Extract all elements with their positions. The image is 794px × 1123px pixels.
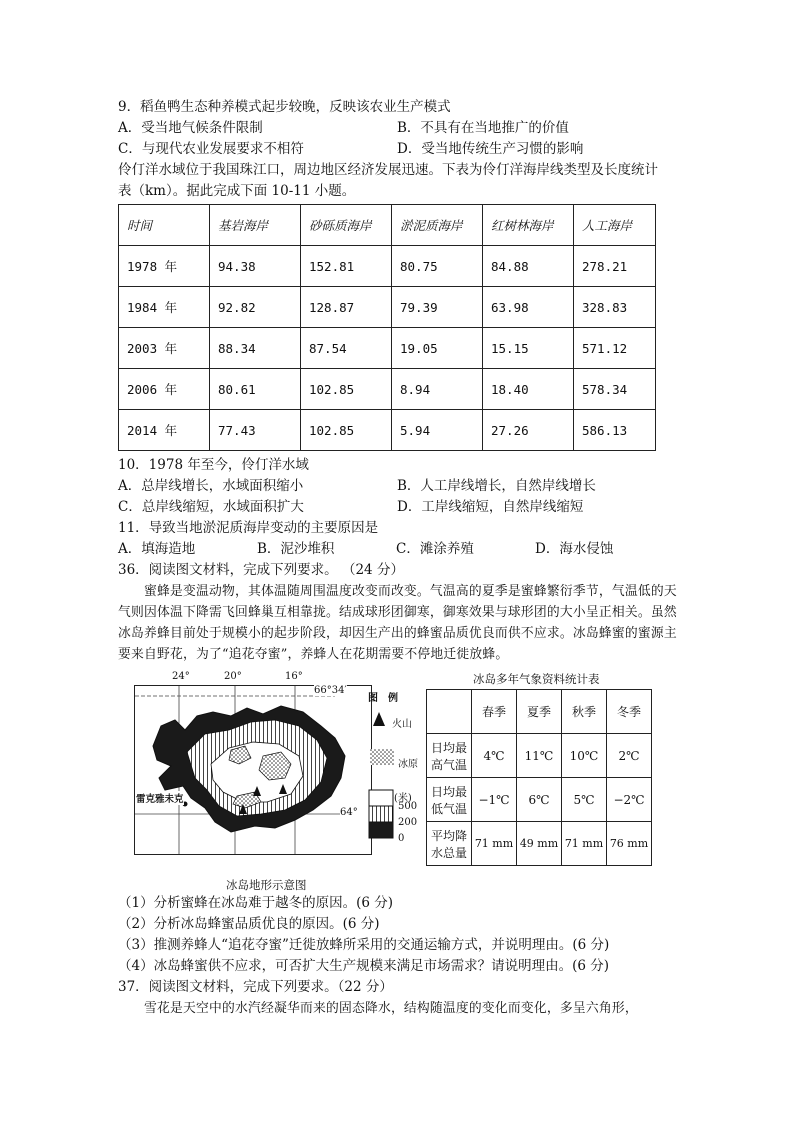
table-cell: 84.88 xyxy=(483,246,574,287)
map-legend xyxy=(368,689,422,855)
ice-field-icon xyxy=(370,749,394,765)
table-cell: 80.75 xyxy=(392,246,483,287)
table-cell xyxy=(427,690,472,734)
table-cell: 5.94 xyxy=(392,410,483,451)
table-cell: 49 mm xyxy=(517,822,562,866)
table-cell: −1℃ xyxy=(472,778,517,822)
map-lon-label: 20° xyxy=(224,671,242,682)
table-cell: 102.85 xyxy=(301,410,392,451)
q10-option-c: C．总岸线缩短，水域面积扩大 xyxy=(118,499,304,515)
table-cell: 63.98 xyxy=(483,287,574,328)
q9-option-b: B．不具有在当地推广的价值 xyxy=(397,120,569,136)
table-cell: 76 mm xyxy=(607,822,652,866)
q37-material: 雪花是天空中的水汽经凝华而来的固态降水，结构随温度的变化而变化，多呈六角形， xyxy=(144,1001,638,1016)
legend-h200: 200 xyxy=(398,817,418,828)
q10-options-row2 xyxy=(118,497,678,518)
table-cell: 1978 年 xyxy=(119,246,210,287)
table-cell: 77.43 xyxy=(210,410,301,451)
q36-sub3: （3）推测养蜂人“追花夺蜜”迁徙放蜂所采用的交通运输方式，并说明理由。(6 分) xyxy=(118,937,610,953)
map-lon-label: 24° xyxy=(172,671,190,682)
table-cell: 18.40 xyxy=(483,369,574,410)
table-cell: 578.34 xyxy=(574,369,656,410)
header-cell: 淤泥质海岸 xyxy=(392,205,483,246)
table-cell: 8.94 xyxy=(392,369,483,410)
table-cell: 2006 年 xyxy=(119,369,210,410)
table-cell xyxy=(427,734,472,778)
table-cell: 19.05 xyxy=(392,328,483,369)
q36-figures xyxy=(118,671,678,893)
map-lat-label: 64° xyxy=(340,807,358,818)
q9-options-row2 xyxy=(118,139,678,160)
header-cell: 砂砾质海岸 xyxy=(301,205,392,246)
table-row xyxy=(119,328,656,369)
legend-title: 图 例 xyxy=(368,693,398,704)
table-cell: 571.12 xyxy=(574,328,656,369)
q10-option-a: A．总岸线增长，水域面积缩小 xyxy=(118,478,304,494)
table-cell: 71 mm xyxy=(562,822,607,866)
row-label: 日均最 xyxy=(430,740,467,755)
q10-option-d: D．工岸线缩短，自然岸线缩短 xyxy=(397,499,584,515)
table-cell: 27.26 xyxy=(483,410,574,451)
legend-ice-label: 冰原 xyxy=(398,759,418,770)
row-label: 低气温 xyxy=(430,801,467,816)
row-label: 平均降 xyxy=(430,828,467,843)
header-cell: 时间 xyxy=(119,205,210,246)
row-label: 水总量 xyxy=(430,845,467,860)
q9-option-a: A．受当地气候条件限制 xyxy=(118,120,263,136)
table-cell: 1984 年 xyxy=(119,287,210,328)
table-row xyxy=(427,690,652,734)
table-cell: 11℃ xyxy=(517,734,562,778)
table-row xyxy=(119,410,656,451)
iceland-map xyxy=(134,685,372,855)
table-cell: 80.61 xyxy=(210,369,301,410)
map-lon-label: 16° xyxy=(285,671,303,682)
climate-table-title: 冰岛多年气象资料统计表 xyxy=(473,672,600,686)
elevation-scale xyxy=(368,789,394,839)
table-cell: 128.87 xyxy=(301,287,392,328)
q10-stem: 10．1978 年至今，伶仃洋水域 xyxy=(118,457,309,473)
table-cell: 102.85 xyxy=(301,369,392,410)
table-row xyxy=(119,246,656,287)
q36-sub1: （1）分析蜜蜂在冰岛难于越冬的原因。(6 分) xyxy=(118,895,394,911)
q36-sub4: （4）冰岛蜂蜜供不应求，可否扩大生产规模来满足市场需求？请说明理由。(6 分) xyxy=(118,958,610,974)
q10-option-b: B．人工岸线增长，自然岸线增长 xyxy=(397,478,596,494)
table-cell: 4℃ xyxy=(472,734,517,778)
volcano-icon xyxy=(372,711,386,727)
table-cell: 5℃ xyxy=(562,778,607,822)
header-cell: 人工海岸 xyxy=(574,205,656,246)
legend-unit: (米) xyxy=(394,793,412,804)
lead-10-11-line2: 表（km）。据此完成下面 10-11 小题。 xyxy=(118,183,356,199)
table-row xyxy=(119,369,656,410)
q37-stem: 37．阅读图文材料，完成下列要求。（22 分） xyxy=(118,979,393,995)
legend-h500: 500 xyxy=(398,801,418,812)
q36-stem: 36．阅读图文材料，完成下列要求。 （24 分） xyxy=(118,562,404,578)
table-cell: 春季 xyxy=(472,690,517,734)
table-cell: 278.21 xyxy=(574,246,656,287)
table-row xyxy=(119,287,656,328)
table-row xyxy=(427,778,652,822)
coastline-table xyxy=(118,204,656,451)
exam-page xyxy=(118,97,678,1019)
q9-option-c: C．与现代农业发展要求不相符 xyxy=(118,141,304,157)
q11-options xyxy=(118,539,678,560)
table-cell: −2℃ xyxy=(607,778,652,822)
legend-h0: 0 xyxy=(398,833,405,844)
iceland-map-drawing xyxy=(135,686,371,854)
row-label: 日均最 xyxy=(430,784,467,799)
table-cell: 92.82 xyxy=(210,287,301,328)
table-cell: 152.81 xyxy=(301,246,392,287)
q11-option-a: A．填海造地 xyxy=(118,541,196,557)
table-row xyxy=(427,734,652,778)
table-cell: 88.34 xyxy=(210,328,301,369)
map-lat-label: 66°34′ xyxy=(314,685,347,696)
table-cell: 328.83 xyxy=(574,287,656,328)
q9-option-d: D．受当地传统生产习惯的影响 xyxy=(397,141,584,157)
q36-sub2: （2）分析冰岛蜂蜜品质优良的原因。(6 分) xyxy=(118,916,380,932)
climate-table xyxy=(426,689,652,866)
coastline-table-header xyxy=(119,205,656,246)
q9-stem: 9．稻鱼鸭生态种养模式起步较晚，反映该农业生产模式 xyxy=(118,99,451,115)
header-cell: 基岩海岸 xyxy=(210,205,301,246)
table-cell: 87.54 xyxy=(301,328,392,369)
q36-material: 蜜蜂是变温动物，其体温随周围温度改变而改变。气温高的夏季是蜜蜂繁衍季节，气温低的天气则因体温下降需飞回蜂巢互相靠拢。结成球形团御寒，御寒效果与球形团的大小呈正相关。虽然冰岛养蜂目前处于规模小的起步阶段，却因生产出的蜂蜜品质优良而供不应求。冰岛蜂蜜的蜜源主要来自野花，为了“追花夺蜜”，养蜂人在花期需要不停地迁徙放蜂。 xyxy=(118,584,677,662)
header-cell: 红树林海岸 xyxy=(483,205,574,246)
q11-option-d: D．海水侵蚀 xyxy=(535,541,614,557)
table-row xyxy=(427,822,652,866)
table-cell: 夏季 xyxy=(517,690,562,734)
table-cell: 2014 年 xyxy=(119,410,210,451)
table-cell: 10℃ xyxy=(562,734,607,778)
table-cell xyxy=(427,778,472,822)
legend-volcano-label: 火山 xyxy=(392,719,412,730)
table-cell: 79.39 xyxy=(392,287,483,328)
table-cell: 冬季 xyxy=(607,690,652,734)
q10-options-row1 xyxy=(118,476,678,497)
table-cell: 秋季 xyxy=(562,690,607,734)
table-cell: 2003 年 xyxy=(119,328,210,369)
q11-option-b: B．泥沙堆积 xyxy=(257,541,335,557)
table-cell: 94.38 xyxy=(210,246,301,287)
table-cell: 71 mm xyxy=(472,822,517,866)
map-city-label: 雷克雅未克 xyxy=(136,791,184,805)
q11-stem: 11．导致当地淤泥质海岸变动的主要原因是 xyxy=(118,520,379,536)
table-cell: 2℃ xyxy=(607,734,652,778)
table-cell xyxy=(427,822,472,866)
table-cell: 586.13 xyxy=(574,410,656,451)
q9-options-row1 xyxy=(118,118,678,139)
row-label: 高气温 xyxy=(430,757,467,772)
table-cell: 6℃ xyxy=(517,778,562,822)
table-cell: 15.15 xyxy=(483,328,574,369)
map-title: 冰岛地形示意图 xyxy=(226,878,307,892)
q11-option-c: C．滩涂养殖 xyxy=(396,541,474,557)
lead-10-11-line1: 伶仃洋水域位于我国珠江口，周边地区经济发展迅速。下表为伶仃洋海岸线类型及长度统计 xyxy=(118,162,658,178)
